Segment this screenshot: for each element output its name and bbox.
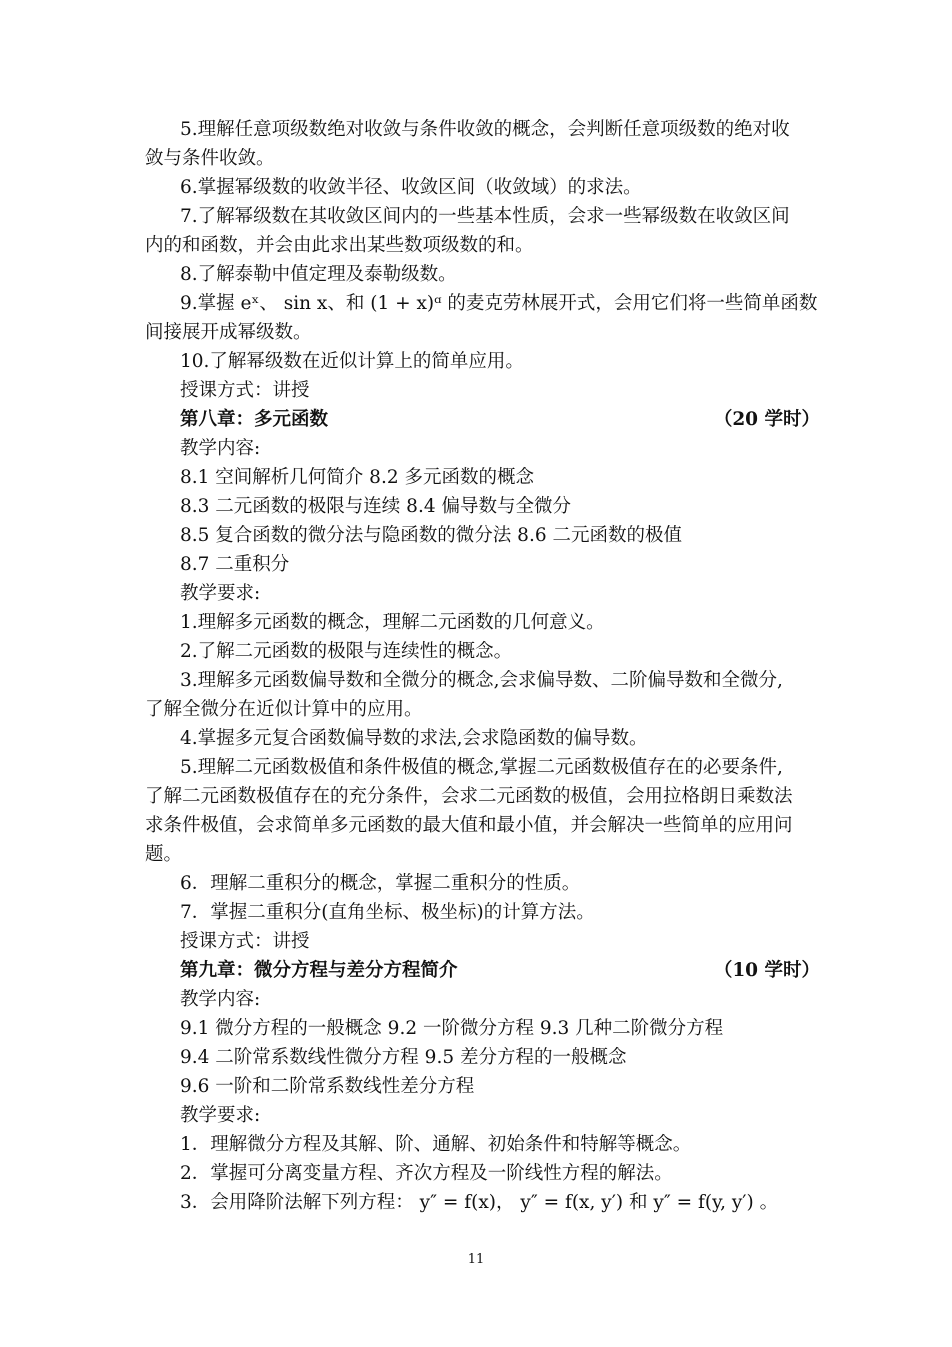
text-line: 教学要求:	[180, 583, 261, 604]
text-line: 9.1 微分方程的一般概念 9.2 一阶微分方程 9.3 几种二阶微分方程	[180, 1018, 724, 1039]
text-line: 6.掌握幂级数的收敛半径、收敛区间（收敛域）的求法。	[180, 177, 642, 198]
chapter-8-title: 第八章：多元函数	[180, 409, 329, 430]
text-line: 1.理解多元函数的概念，理解二元函数的几何意义。	[180, 612, 605, 633]
text-line: 教学内容:	[180, 438, 261, 459]
page-number: 11	[467, 1252, 485, 1267]
text-line: 间接展开成幂级数。	[145, 322, 312, 343]
text-line: 内的和函数，并会由此求出某些数项级数的和。	[145, 235, 534, 256]
text-line: 2．掌握可分离变量方程、齐次方程及一阶线性方程的解法。	[180, 1163, 673, 1184]
text-line: 9.掌握 eˣ、 sin x、和 (1 + x)ᵅ 的麦克劳林展开式，会用它们将一些简单函数	[180, 293, 818, 314]
text-line: 8.了解泰勒中值定理及泰勒级数。	[180, 264, 457, 285]
text-line: 了解二元函数极值存在的充分条件，会求二元函数的极值，会用拉格朗日乘数法	[145, 786, 793, 807]
text-line: 3.理解多元函数偏导数和全微分的概念,会求偏导数、二阶偏导数和全微分,	[180, 670, 783, 691]
text-line: 7.了解幂级数在其收敛区间内的一些基本性质，会求一些幂级数在收敛区间	[180, 206, 790, 227]
text-line: 5.理解二元函数极值和条件极值的概念,掌握二元函数极值存在的必要条件,	[180, 757, 783, 778]
text-line: 教学内容:	[180, 989, 261, 1010]
text-line: 8.3 二元函数的极限与连续 8.4 偏导数与全微分	[180, 496, 571, 517]
text-line: 3．会用降阶法解下列方程： y″ = f(x)， y″ = f(x, y′) 和 y″ = f(y, y′) 。	[180, 1192, 779, 1213]
text-line: 9.6 一阶和二阶常系数线性差分方程	[180, 1076, 475, 1097]
chapter-8-hours: （20 学时）	[713, 409, 820, 430]
text-line: 8.5 复合函数的微分法与隐函数的微分法 8.6 二元函数的极值	[180, 525, 682, 546]
text-line: 5.理解任意项级数绝对收敛与条件收敛的概念，会判断任意项级数的绝对收	[180, 119, 790, 140]
text-line: 授课方式：讲授	[180, 380, 310, 401]
text-line: 4.掌握多元复合函数偏导数的求法,会求隐函数的偏导数。	[180, 728, 648, 749]
text-line: 9.4 二阶常系数线性微分方程 9.5 差分方程的一般概念	[180, 1047, 627, 1068]
text-line: 题。	[145, 844, 183, 865]
text-line: 2.了解二元函数的极限与连续性的概念。	[180, 641, 513, 662]
text-line: 8.1 空间解析几何简介 8.2 多元函数的概念	[180, 467, 534, 488]
chapter-9-title: 第九章：微分方程与差分方程简介	[180, 960, 458, 981]
text-line: 授课方式：讲授	[180, 931, 310, 952]
text-line: 6．理解二重积分的概念，掌握二重积分的性质。	[180, 873, 581, 894]
text-line: 了解全微分在近似计算中的应用。	[145, 699, 423, 720]
text-line: 教学要求:	[180, 1105, 261, 1126]
chapter-8-heading	[180, 405, 820, 434]
text-line: 7．掌握二重积分(直角坐标、极坐标)的计算方法。	[180, 902, 595, 923]
chapter-9-heading	[180, 956, 820, 985]
text-line: 8.7 二重积分	[180, 554, 290, 575]
text-line: 10.了解幂级数在近似计算上的简单应用。	[180, 351, 524, 372]
chapter-9-hours: （10 学时）	[713, 960, 820, 981]
text-line: 1．理解微分方程及其解、阶、通解、初始条件和特解等概念。	[180, 1134, 692, 1155]
text-line: 敛与条件收敛。	[145, 148, 275, 169]
text-line: 求条件极值，会求简单多元函数的最大值和最小值，并会解决一些简单的应用问	[145, 815, 793, 836]
